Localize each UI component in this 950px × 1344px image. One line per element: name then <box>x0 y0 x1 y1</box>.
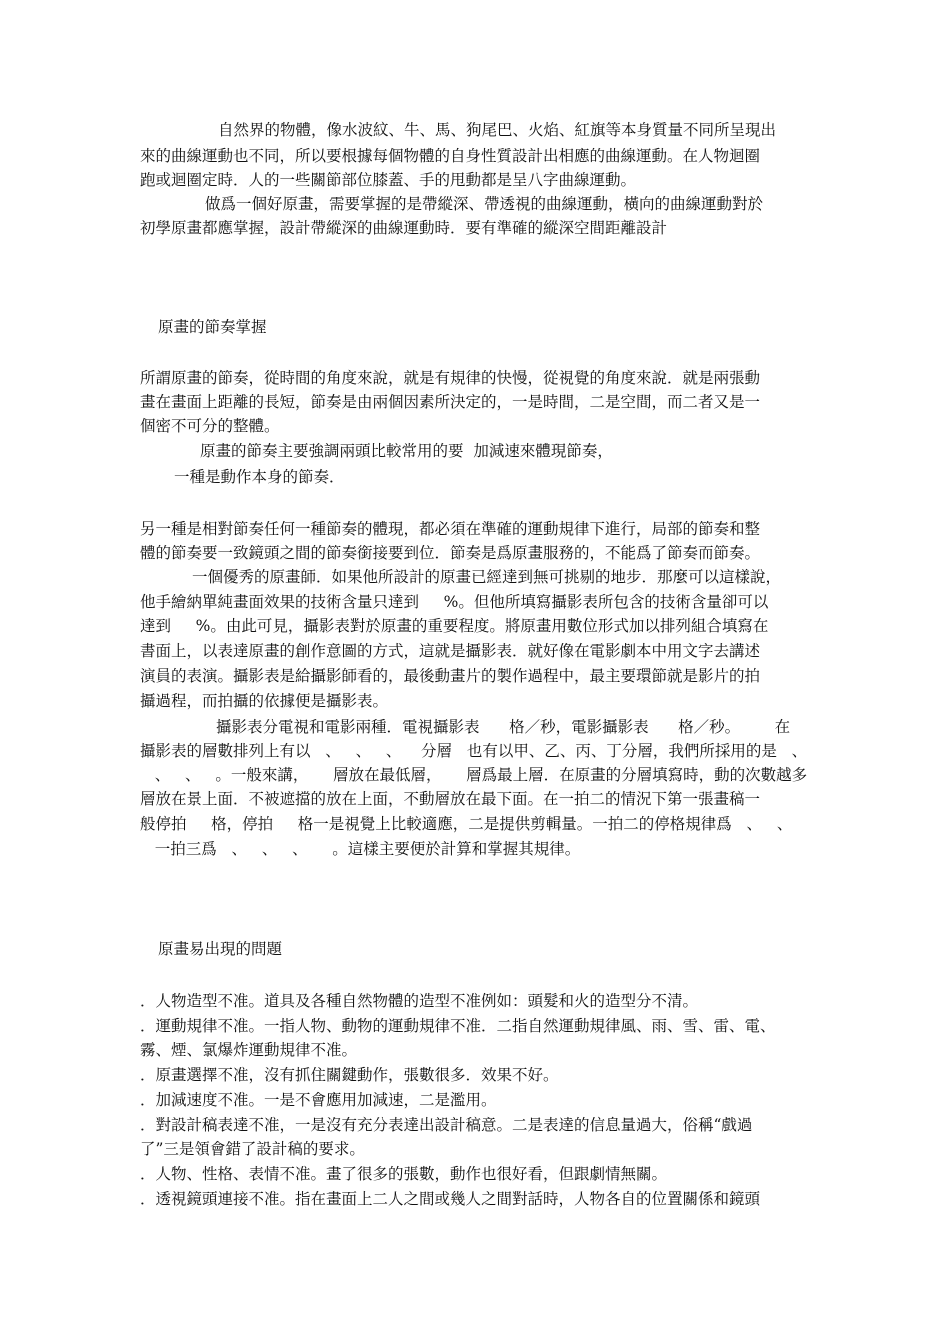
rhythm-para-4-line-1: 另一種是相對節奏任何一種節奏的體現，都必須在準確的運動規律下進行，局部的節奏和整 <box>140 520 761 538</box>
problem-item: ．人物、性格、表情不准。畫了很多的張數，動作也很好看，但跟劇情無關。 <box>140 1165 668 1183</box>
problem-item-continued: 了”三是領會錯了設計稿的要求。 <box>140 1140 365 1158</box>
rhythm-para-4-line-2: 體的節奏要一致鏡頭之間的節奏銜接要到位．節奏是爲原畫服務的，不能爲了節奏而節奏。 <box>140 544 761 562</box>
rhythm-para-3: 一種是動作本身的節奏． <box>174 468 345 486</box>
problem-item-continued: 霧、煙、氯爆炸運動規律不准。 <box>140 1041 358 1059</box>
rhythm-para-1-line-2: 畫在畫面上距離的長短，節奏是由兩個因素所決定的，一是時間，二是空間，而二者又是一 <box>140 393 761 411</box>
problem-item: ．加減速度不准。一是不會應用加減速，二是濫用。 <box>140 1091 497 1109</box>
rhythm-para-6-line-4: 層放在景上面．不被遮擋的放在上面，不動層放在最下面。在一拍二的情況下第一張畫稿一 <box>140 790 761 808</box>
problem-item: ．透視鏡頭連接不准。指在畫面上二人之間或幾人之間對話時，人物各自的位置關係和鏡頭 <box>140 1190 761 1208</box>
rhythm-para-6-line-6: 一拍三爲 、 、 、 。這樣主要便於計算和掌握其規律。 <box>140 840 581 858</box>
paragraph-2-line-1: 做爲一個好原畫，需要掌握的是帶縱深、帶透視的曲線運動，橫向的曲線運動對於 <box>205 195 764 213</box>
rhythm-para-5-line-4: 書面上，以表達原畫的創作意圖的方式，這就是攝影表．就好像在電影劇本中用文字去講述 <box>140 642 761 660</box>
rhythm-para-6-line-2: 攝影表的層數排列上有以 、 、 、 分層 也有以甲、乙、丙、丁分層，我們所採用的是 、 <box>140 742 808 760</box>
rhythm-para-1-line-1: 所謂原畫的節奏，從時間的角度來說，就是有規律的快慢，從視覺的角度來說．就是兩張動 <box>140 369 761 387</box>
rhythm-para-6-line-5: 般停拍 格，停拍 格一是視覺上比較適應，二是提供剪輯量。一拍二的停格規律爲 、 、 <box>140 815 793 833</box>
rhythm-para-5-line-1: 一個優秀的原畫師．如果他所設計的原畫已經達到無可挑剔的地步．那麼可以這樣說， <box>192 568 782 586</box>
problem-item: ．運動規律不准。一指人物、動物的運動規律不准．二指自然運動規律風、雨、雪、雷、電、 <box>140 1017 776 1035</box>
paragraph-2-line-2: 初學原畫都應掌握，設計帶縱深的曲線運動時．要有準確的縱深空間距離設計 <box>140 219 668 237</box>
rhythm-para-5-line-3: 達到 %。由此可見，攝影表對於原畫的重要程度。將原畫用數位形式加以排列組合填寫在 <box>140 617 769 635</box>
rhythm-para-5-line-5: 演員的表演。攝影表是給攝影師看的，最後動畫片的製作過程中，最主要環節就是影片的拍 <box>140 667 761 685</box>
problem-item: ．對設計稿表達不准，一是沒有充分表達出設計稿意。二是表達的信息量過大，俗稱“戲過 <box>140 1116 753 1134</box>
rhythm-para-6-line-3: 、 、 。一般來講， 層放在最低層， 層爲最上層．在原畫的分層填寫時，動的次數越多 <box>140 766 808 784</box>
rhythm-para-6-line-1: 攝影表分電視和電影兩種．電視攝影表 格／秒，電影攝影表 格／秒。 在 <box>216 718 791 736</box>
rhythm-para-5-line-2: 他手繪納單純畫面效果的技術含量只達到 %。但他所填寫攝影表所包含的技術含量卻可以 <box>140 593 769 611</box>
section-heading-problems: 原畫易出現的問題 <box>158 940 283 958</box>
problem-item: ．原畫選擇不准，沒有抓住關鍵動作，張數很多．效果不好。 <box>140 1066 559 1084</box>
paragraph-1-line-2: 來的曲線運動也不同，所以要根據每個物體的自身性質設計出相應的曲線運動。在人物迴圈 <box>140 147 761 165</box>
section-heading-rhythm: 原畫的節奏掌握 <box>158 318 267 336</box>
rhythm-para-2: 原畫的節奏主要強調兩頭比較常用的要 加減速來體現節奏， <box>200 442 613 460</box>
paragraph-1-line-1: 自然界的物體，像水波紋、牛、馬、狗尾巴、火焰、紅旗等本身質量不同所呈現出 <box>218 121 777 139</box>
problem-item: ．人物造型不准。道具及各種自然物體的造型不准例如：頭髮和火的造型分不清。 <box>140 992 699 1010</box>
rhythm-para-5-line-6: 攝過程，而拍攝的依據便是攝影表。 <box>140 692 389 710</box>
paragraph-1-line-3: 跑或迴圈定時．人的一些關節部位膝蓋、手的甩動都是呈八字曲線運動。 <box>140 171 637 189</box>
rhythm-para-1-line-3: 個密不可分的整體。 <box>140 417 280 435</box>
